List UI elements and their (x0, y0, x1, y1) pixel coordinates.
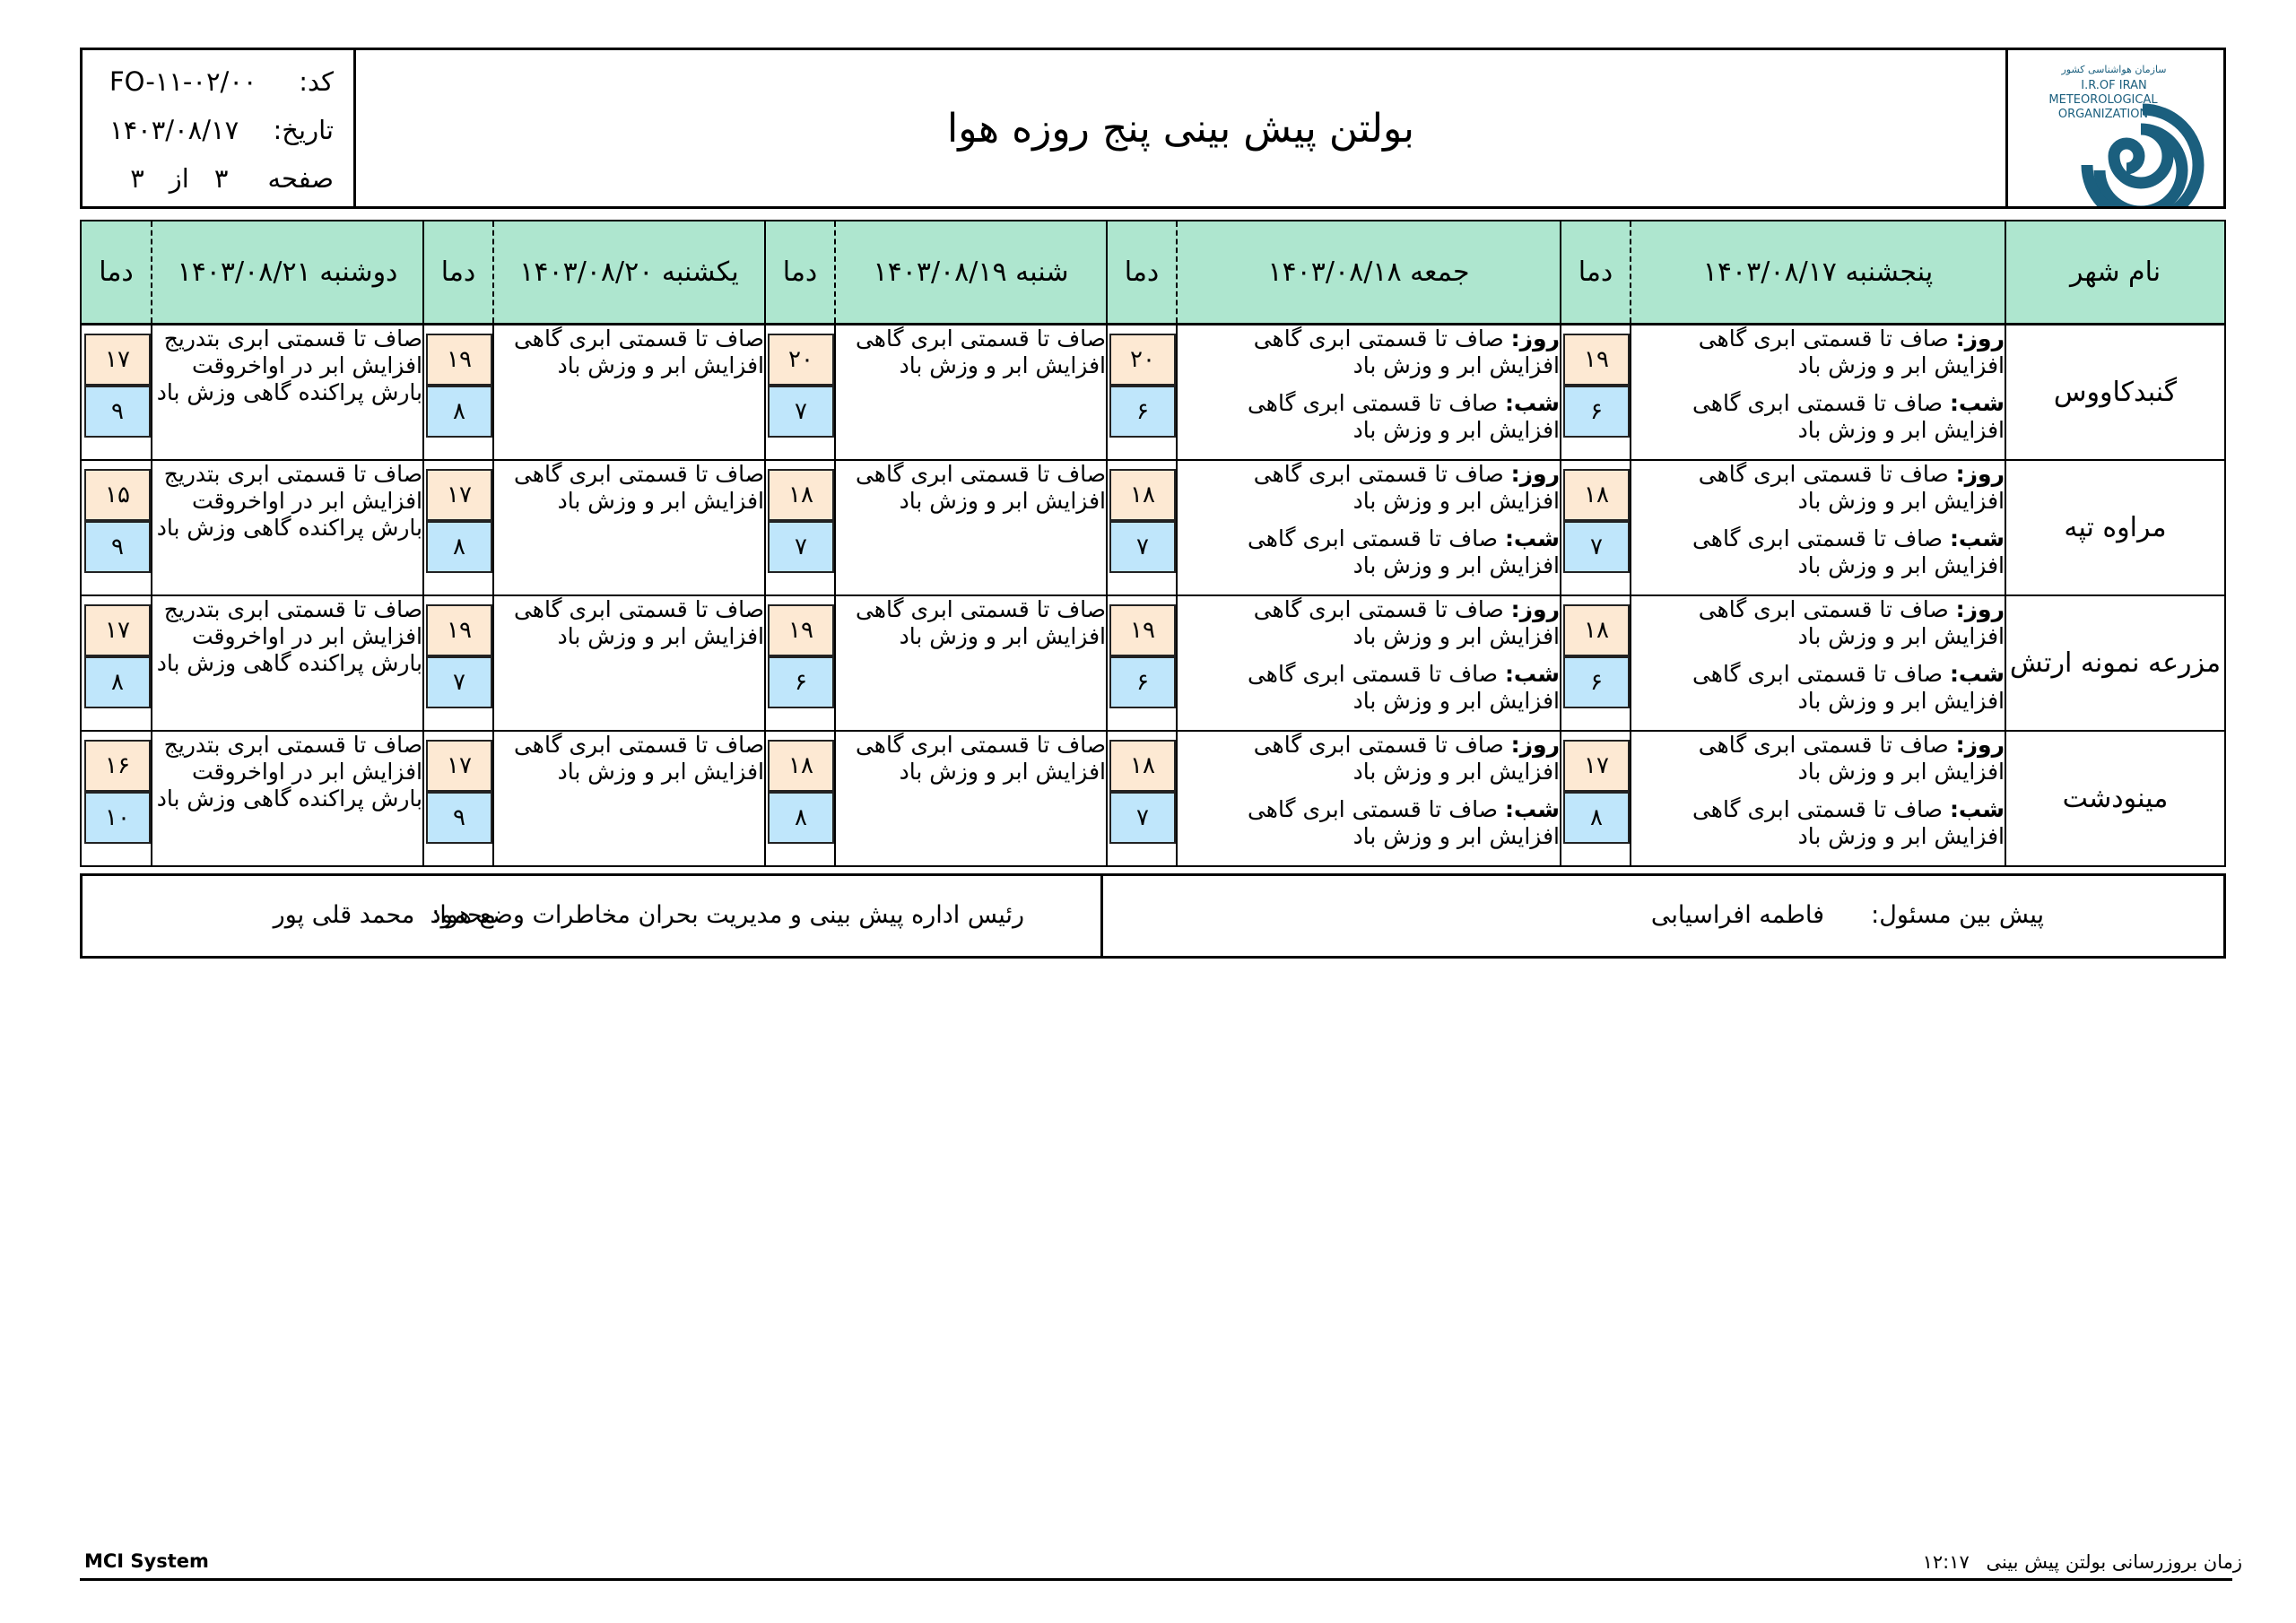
max-temp: ۱۸ (1563, 604, 1630, 656)
forecast-cell (152, 460, 423, 595)
min-temp: ۸ (84, 656, 151, 708)
logo-text-en-3: ORGANIZATION (2057, 108, 2149, 121)
night-forecast: صاف تا قسمتی ابری گاهی افزایش ابر و وزش باد (1247, 525, 1560, 578)
temp-header: دما (423, 221, 493, 325)
max-temp: ۲۰ (1109, 334, 1176, 386)
day-forecast: صاف تا قسمتی ابری گاهی افزایش ابر و وزش باد (1253, 461, 1560, 514)
forecast-cell (1631, 325, 2005, 461)
table-row (81, 460, 2225, 595)
code-value: FO-۱۱-۰۲/۰۰ (109, 66, 257, 97)
max-temp: ۱۹ (1563, 334, 1630, 386)
system-name: MCI System (84, 1550, 209, 1572)
night-label: شب: (1949, 796, 2005, 822)
min-temp: ۸ (426, 521, 492, 573)
city-name: مراوه تپه (2005, 460, 2225, 595)
page-of: از (169, 163, 189, 194)
city-name: مینودشت (2005, 731, 2225, 866)
night-label: شب: (1949, 390, 2005, 416)
max-temp: ۱۸ (1563, 469, 1630, 521)
min-temp: ۶ (1563, 656, 1630, 708)
day-header-2: جمعه ۱۴۰۳/۰۸/۱۸ (1177, 221, 1561, 325)
forecast-cell (152, 731, 423, 866)
max-temp: ۱۹ (768, 604, 834, 656)
update-time-info (1923, 1551, 2242, 1573)
day-label: روز: (1510, 732, 1560, 758)
night-forecast: صاف تا قسمتی ابری گاهی افزایش ابر و وزش باد (1247, 796, 1560, 849)
head-name: محمود محمد قلی پور (273, 901, 496, 929)
max-temp: ۱۵ (84, 469, 151, 521)
temp-cell (423, 460, 493, 595)
forecast-cell (835, 460, 1107, 595)
date-value: ۱۴۰۳/۰۸/۱۷ (109, 115, 239, 145)
day-label: روز: (1510, 596, 1560, 622)
forecast-text: صاف تا قسمتی ابری گاهی افزایش ابر و وزش باد (855, 732, 1106, 785)
night-label: شب: (1504, 796, 1560, 822)
max-temp: ۱۷ (1563, 740, 1630, 792)
day-forecast: صاف تا قسمتی ابری گاهی افزایش ابر و وزش باد (1253, 325, 1560, 378)
day-label: روز: (1510, 461, 1560, 487)
temp-cell (423, 325, 493, 461)
max-temp: ۱۸ (768, 740, 834, 792)
night-label: شب: (1504, 525, 1560, 551)
forecast-text: صاف تا قسمتی ابری گاهی افزایش ابر و وزش باد (513, 732, 764, 785)
forecast-cell (1177, 731, 1561, 866)
city-name: مزرعه نمونه ارتش (2005, 595, 2225, 731)
day-header-5: دوشنبه ۱۴۰۳/۰۸/۲۱ (152, 221, 423, 325)
min-temp: ۷ (768, 386, 834, 438)
page-total: ۳ (130, 163, 144, 194)
forecast-table (80, 220, 2226, 867)
temp-cell (1107, 325, 1177, 461)
meteorological-organization-logo-icon (2008, 50, 2218, 206)
night-forecast: صاف تا قسمتی ابری گاهی افزایش ابر و وزش باد (1692, 796, 2005, 849)
day-forecast: صاف تا قسمتی ابری گاهی افزایش ابر و وزش باد (1253, 732, 1560, 785)
min-temp: ۷ (1109, 792, 1176, 844)
night-label: شب: (1504, 390, 1560, 416)
document-meta (83, 50, 356, 206)
min-temp: ۷ (768, 521, 834, 573)
min-temp: ۹ (84, 386, 151, 438)
forecast-cell (1177, 325, 1561, 461)
day-forecast: صاف تا قسمتی ابری گاهی افزایش ابر و وزش باد (1698, 732, 2005, 785)
min-temp: ۶ (1563, 386, 1630, 438)
max-temp: ۱۸ (768, 469, 834, 521)
forecast-text: صاف تا قسمتی ابری گاهی افزایش ابر و وزش باد (855, 325, 1106, 378)
max-temp: ۱۷ (426, 740, 492, 792)
day-label: روز: (1955, 325, 2005, 352)
day-forecast: صاف تا قسمتی ابری گاهی افزایش ابر و وزش باد (1698, 461, 2005, 514)
forecast-text: صاف تا قسمتی ابری بتدریج افزایش ابر در اواخروقت بارش پراکنده گاهی وزش باد (156, 732, 422, 812)
forecast-cell (835, 595, 1107, 731)
forecast-cell (152, 595, 423, 731)
max-temp: ۱۸ (1109, 469, 1176, 521)
night-forecast: صاف تا قسمتی ابری گاهی افزایش ابر و وزش باد (1247, 661, 1560, 714)
temp-cell (1107, 460, 1177, 595)
forecast-text: صاف تا قسمتی ابری گاهی افزایش ابر و وزش باد (513, 461, 764, 514)
table-row (81, 595, 2225, 731)
night-label: شب: (1949, 661, 2005, 687)
forecast-cell (493, 731, 765, 866)
min-temp: ۷ (1109, 521, 1176, 573)
temp-cell (81, 731, 152, 866)
city-column-header: نام شهر (2005, 221, 2225, 325)
temp-cell (1107, 595, 1177, 731)
logo-text-fa: سازمان هواشناسی کشور (2061, 64, 2167, 75)
max-temp: ۱۹ (426, 604, 492, 656)
organization-logo (2008, 50, 2223, 206)
temp-cell (765, 460, 835, 595)
forecast-cell (835, 731, 1107, 866)
forecast-cell (1177, 595, 1561, 731)
temp-cell (1561, 325, 1631, 461)
temp-cell (765, 595, 835, 731)
head-label: رئیس اداره پیش بینی و مدیریت بحران مخاطرات وضع هوا: (431, 901, 1024, 929)
table-row (81, 325, 2225, 461)
page-title-text: بولتن پیش بینی پنج روزه هوا (946, 105, 1415, 152)
temp-header: دما (765, 221, 835, 325)
date-label: تاریخ: (273, 115, 334, 145)
min-temp: ۸ (426, 386, 492, 438)
forecast-cell (493, 595, 765, 731)
temp-cell (1107, 731, 1177, 866)
max-temp: ۱۶ (84, 740, 151, 792)
page-current: ۳ (213, 163, 229, 194)
temp-cell (423, 595, 493, 731)
temp-cell (765, 731, 835, 866)
day-forecast: صاف تا قسمتی ابری گاهی افزایش ابر و وزش باد (1253, 596, 1560, 649)
day-forecast: صاف تا قسمتی ابری گاهی افزایش ابر و وزش باد (1698, 596, 2005, 649)
footer-divider (80, 1578, 2232, 1581)
table-header-row (81, 221, 2225, 325)
night-forecast: صاف تا قسمتی ابری گاهی افزایش ابر و وزش باد (1692, 525, 2005, 578)
forecast-cell (1631, 595, 2005, 731)
forecast-text: صاف تا قسمتی ابری گاهی افزایش ابر و وزش باد (513, 325, 764, 378)
table-row (81, 731, 2225, 866)
temp-header: دما (81, 221, 152, 325)
min-temp: ۸ (768, 792, 834, 844)
night-forecast: صاف تا قسمتی ابری گاهی افزایش ابر و وزش باد (1692, 661, 2005, 714)
forecast-text: صاف تا قسمتی ابری بتدریج افزایش ابر در اواخروقت بارش پراکنده گاهی وزش باد (156, 596, 422, 676)
forecast-cell (493, 460, 765, 595)
night-forecast: صاف تا قسمتی ابری گاهی افزایش ابر و وزش باد (1247, 390, 1560, 443)
temp-cell (1561, 595, 1631, 731)
max-temp: ۱۹ (426, 334, 492, 386)
day-label: روز: (1510, 325, 1560, 352)
temp-cell (423, 731, 493, 866)
signature-box (80, 873, 2226, 959)
min-temp: ۹ (426, 792, 492, 844)
update-label: زمان بروزرسانی بولتن پیش بینی (1986, 1551, 2242, 1573)
page-label: صفحه (267, 163, 334, 194)
max-temp: ۱۷ (426, 469, 492, 521)
head-section (83, 876, 1100, 956)
min-temp: ۱۰ (84, 792, 151, 844)
forecast-cell (493, 325, 765, 461)
max-temp: ۱۷ (84, 334, 151, 386)
day-label: روز: (1955, 732, 2005, 758)
bulletin-header (80, 48, 2226, 209)
day-label: روز: (1955, 461, 2005, 487)
forecast-text: صاف تا قسمتی ابری گاهی افزایش ابر و وزش باد (855, 596, 1106, 649)
forecaster-name: فاطمه افراسیابی (1650, 901, 1824, 929)
forecast-text: صاف تا قسمتی ابری گاهی افزایش ابر و وزش باد (513, 596, 764, 649)
min-temp: ۶ (768, 656, 834, 708)
max-temp: ۲۰ (768, 334, 834, 386)
min-temp: ۷ (426, 656, 492, 708)
logo-text-en-1: I.R.OF IRAN (2081, 79, 2147, 92)
day-forecast: صاف تا قسمتی ابری گاهی افزایش ابر و وزش باد (1698, 325, 2005, 378)
temp-cell (1561, 731, 1631, 866)
forecast-text: صاف تا قسمتی ابری بتدریج افزایش ابر در اواخروقت بارش پراکنده گاهی وزش باد (156, 461, 422, 541)
logo-text-en-2: METEOROLOGICAL (2048, 93, 2158, 107)
max-temp: ۱۸ (1109, 740, 1176, 792)
day-header-3: شنبه ۱۴۰۳/۰۸/۱۹ (835, 221, 1107, 325)
min-temp: ۶ (1109, 386, 1176, 438)
forecaster-label: پیش بین مسئول: (1871, 901, 2044, 929)
city-name: گنبدکاووس (2005, 325, 2225, 461)
forecast-text: صاف تا قسمتی ابری بتدریج افزایش ابر در اواخروقت بارش پراکنده گاهی وزش باد (156, 325, 422, 405)
temp-header: دما (1561, 221, 1631, 325)
night-label: شب: (1949, 525, 2005, 551)
night-forecast: صاف تا قسمتی ابری گاهی افزایش ابر و وزش باد (1692, 390, 2005, 443)
code-label: کد: (299, 66, 334, 97)
forecast-cell (835, 325, 1107, 461)
min-temp: ۶ (1109, 656, 1176, 708)
forecaster-section (1100, 876, 2223, 956)
temp-cell (81, 325, 152, 461)
temp-header: دما (1107, 221, 1177, 325)
night-label: شب: (1504, 661, 1560, 687)
min-temp: ۹ (84, 521, 151, 573)
max-temp: ۱۷ (84, 604, 151, 656)
max-temp: ۱۹ (1109, 604, 1176, 656)
day-header-4: یکشنبه ۱۴۰۳/۰۸/۲۰ (493, 221, 765, 325)
forecast-cell (1177, 460, 1561, 595)
forecast-cell (1631, 731, 2005, 866)
forecast-text: صاف تا قسمتی ابری گاهی افزایش ابر و وزش باد (855, 461, 1106, 514)
min-temp: ۷ (1563, 521, 1630, 573)
day-label: روز: (1955, 596, 2005, 622)
update-time: ۱۲:۱۷ (1922, 1551, 1970, 1573)
temp-cell (1561, 460, 1631, 595)
forecast-cell (152, 325, 423, 461)
min-temp: ۸ (1563, 792, 1630, 844)
temp-cell (81, 595, 152, 731)
page-title (356, 50, 2008, 206)
temp-cell (81, 460, 152, 595)
day-header-1: پنجشنبه ۱۴۰۳/۰۸/۱۷ (1631, 221, 2005, 325)
temp-cell (765, 325, 835, 461)
forecast-cell (1631, 460, 2005, 595)
